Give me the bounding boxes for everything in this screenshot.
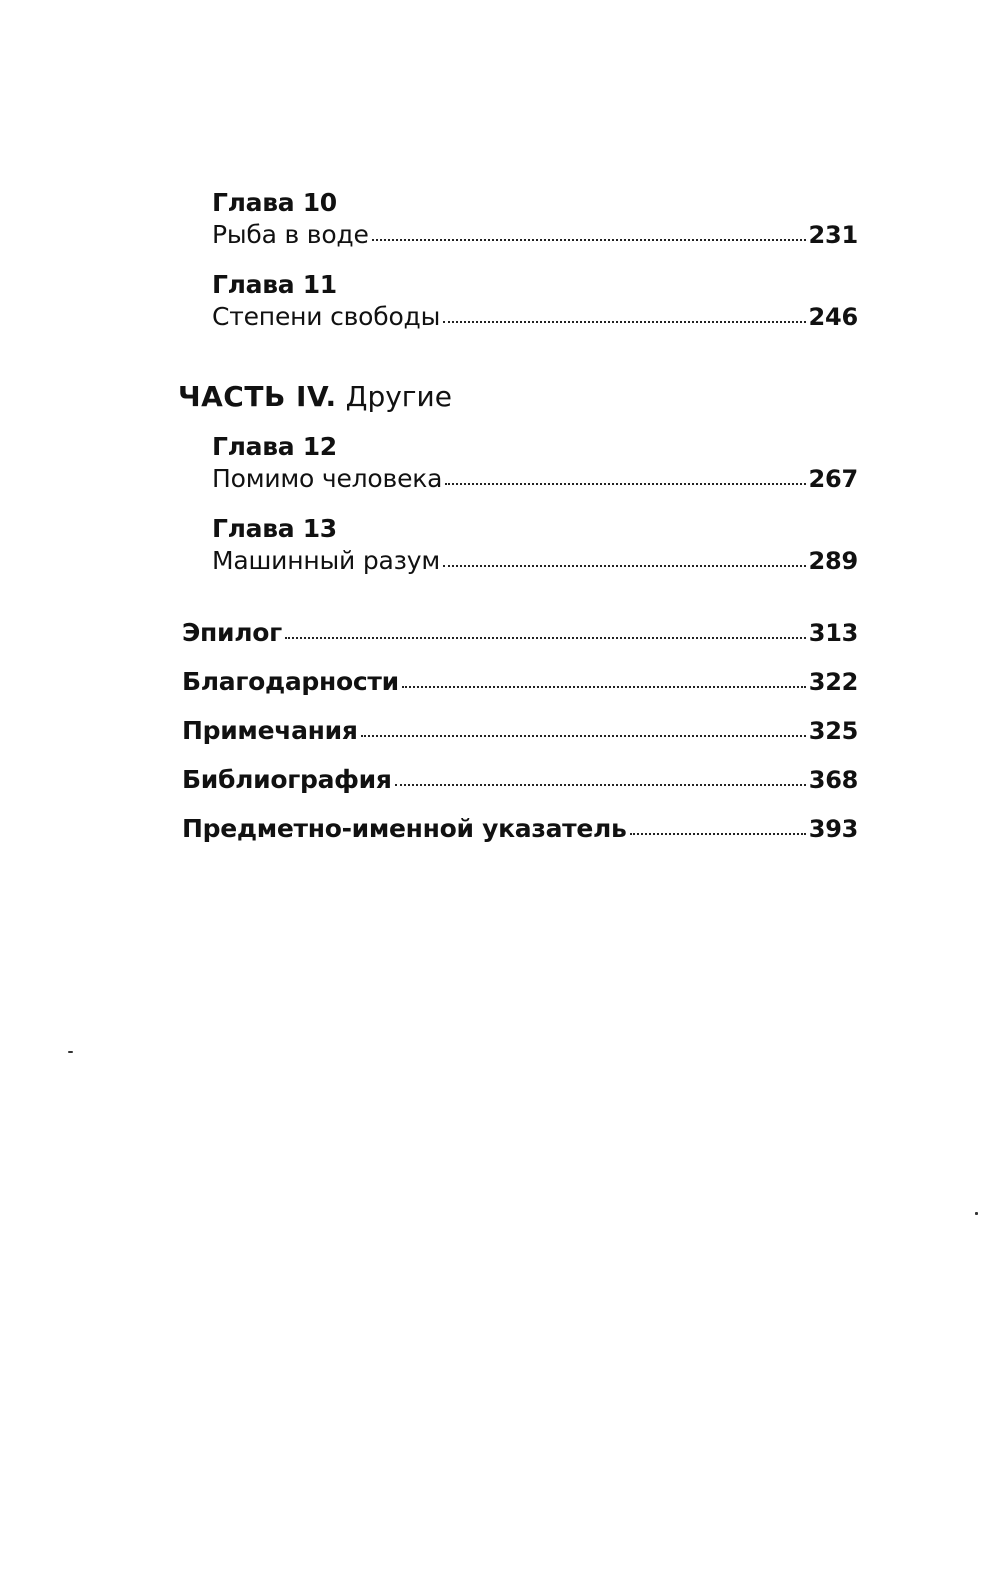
toc-entry-notes[interactable] <box>182 716 858 746</box>
dot-leader <box>361 734 806 737</box>
part-4-title: Другие <box>345 380 452 413</box>
toc-entry-chapter-10[interactable] <box>212 220 858 250</box>
part-4-heading <box>178 380 452 414</box>
dot-leader <box>285 636 806 639</box>
chapter-12-page: 267 <box>808 465 858 493</box>
chapter-10-label: Глава 10 <box>212 188 337 217</box>
chapter-12-label: Глава 12 <box>212 432 337 461</box>
dot-leader <box>372 238 806 241</box>
chapter-13-page: 289 <box>808 547 858 575</box>
notes-title: Примечания <box>182 716 358 745</box>
dot-leader <box>445 482 805 485</box>
chapter-10-title: Рыба в воде <box>212 220 369 249</box>
dot-leader <box>395 783 806 786</box>
toc-entry-chapter-11[interactable] <box>212 302 858 332</box>
toc-entry-epilogue[interactable] <box>182 618 858 648</box>
part-4-label: ЧАСТЬ IV. <box>178 380 337 413</box>
scan-speck <box>68 1051 73 1053</box>
toc-entry-chapter-13[interactable] <box>212 546 858 576</box>
dot-leader <box>402 685 806 688</box>
notes-page: 325 <box>808 717 858 745</box>
toc-entry-acknowledgements[interactable] <box>182 667 858 697</box>
bibliography-title: Библиография <box>182 765 392 794</box>
dot-leader <box>630 832 806 835</box>
toc-entry-bibliography[interactable] <box>182 765 858 795</box>
chapter-11-title: Степени свободы <box>212 302 441 331</box>
chapter-13-title: Машинный разум <box>212 546 440 575</box>
toc-entry-chapter-12[interactable] <box>212 464 858 494</box>
index-page: 393 <box>808 815 858 843</box>
chapter-11-page: 246 <box>808 303 858 331</box>
dot-leader <box>443 564 806 567</box>
acknowledgements-page: 322 <box>808 668 858 696</box>
index-title: Предметно-именной указатель <box>182 814 627 843</box>
dot-leader <box>443 320 805 323</box>
chapter-11-label: Глава 11 <box>212 270 337 299</box>
toc-entry-index[interactable] <box>182 814 858 844</box>
chapter-10-page: 231 <box>808 221 858 249</box>
chapter-12-title: Помимо человека <box>212 464 443 493</box>
bibliography-page: 368 <box>808 766 858 794</box>
epilogue-page: 313 <box>808 619 858 647</box>
epilogue-title: Эпилог <box>182 618 282 647</box>
acknowledgements-title: Благодарности <box>182 667 399 696</box>
scan-speck <box>975 1212 978 1215</box>
chapter-13-label: Глава 13 <box>212 514 337 543</box>
